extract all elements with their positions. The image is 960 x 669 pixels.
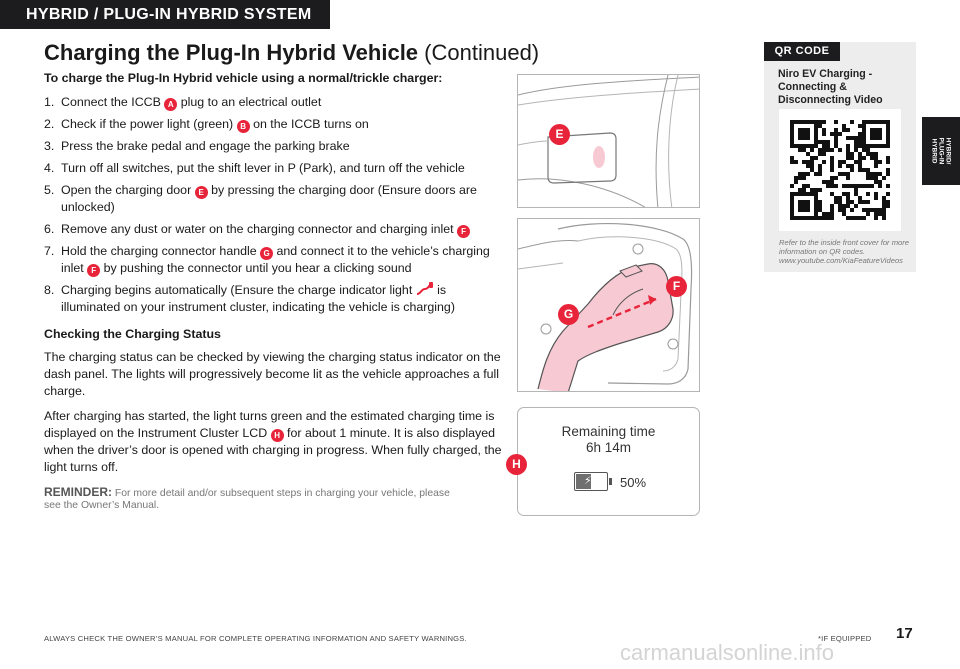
qr-note xyxy=(779,238,911,265)
step-text: Hold the charging connector handle xyxy=(61,244,261,258)
step-text: on the ICCB turns on xyxy=(249,117,369,131)
callout-marker: F xyxy=(87,264,100,277)
watermark: carmanualsonline.info xyxy=(620,640,835,665)
reminder-note xyxy=(44,486,464,512)
step-text: Remove any dust or water on the charging connector and charging inlet xyxy=(61,222,458,236)
intro-text: To charge the Plug-In Hybrid vehicle using a normal/trickle charger: xyxy=(44,71,443,85)
step-text: is illuminated on your instrument cluster, indicating the vehicle is charging) xyxy=(61,283,455,314)
qr-code-label: QR CODE xyxy=(764,42,840,61)
callout-marker: E xyxy=(195,186,208,199)
qr-video-title: Niro EV Charging - Connecting & Disconnecting Video xyxy=(778,68,883,106)
callout-marker: F xyxy=(457,225,470,238)
list-item xyxy=(44,182,504,216)
reminder-label: REMINDER: xyxy=(44,485,112,499)
qr-code-pattern xyxy=(779,109,901,231)
cluster-lcd-display xyxy=(517,407,700,516)
side-tab-label: HYBRID/ PLUG-IN HYBRID xyxy=(930,137,952,165)
charging-connector-illustration xyxy=(517,218,700,392)
main-content xyxy=(44,70,504,512)
footer-if-equipped: *IF EQUIPPED xyxy=(818,634,872,643)
battery-percent: 50% xyxy=(620,475,647,490)
step-text: Charging begins automatically (Ensure the charge indicator light xyxy=(61,283,416,297)
qr-note-url[interactable]: www.youtube.com/KiaFeatureVideos xyxy=(779,256,903,265)
step-number: 4. xyxy=(44,161,55,175)
callout-marker: A xyxy=(164,98,177,111)
callout-marker-h: H xyxy=(506,454,527,475)
side-section-tab xyxy=(922,117,960,185)
section-heading: Checking the Charging Status xyxy=(44,327,221,341)
section-tab: HYBRID / PLUG-IN HYBRID SYSTEM xyxy=(0,0,330,29)
list-item xyxy=(44,160,504,177)
list-item xyxy=(44,243,504,277)
page-title-suffix: (Continued) xyxy=(424,40,540,65)
step-text: by pressing the charging door (Ensure doors are unlocked) xyxy=(61,183,477,214)
paragraph xyxy=(44,408,504,476)
remaining-time-label: Remaining time xyxy=(561,424,656,439)
charge-indicator-icon xyxy=(416,282,434,296)
step-number: 7. xyxy=(44,244,55,258)
paragraph: The charging status can be checked by viewing the charging status indicator on the dash panel. The lights will progressively become lit as the vehicle approaches a full charge. xyxy=(44,350,501,398)
list-item xyxy=(44,94,504,111)
step-number: 2. xyxy=(44,117,55,131)
lightning-bolt-icon: ⚡ xyxy=(584,475,592,487)
charging-connector-drawing xyxy=(518,219,700,392)
step-number: 3. xyxy=(44,139,55,153)
footer-disclaimer: ALWAYS CHECK THE OWNER’S MANUAL FOR COMPLETE OPERATING INFORMATION AND SAFETY WARNINGS. xyxy=(44,634,467,643)
step-text: Turn off all switches, put the shift lever in P (Park), and turn off the vehicle xyxy=(61,161,465,175)
remaining-time-value: 6h 14m xyxy=(585,440,632,455)
step-text: Connect the ICCB xyxy=(61,95,165,109)
list-item xyxy=(44,282,504,316)
page-number: 17 xyxy=(896,625,913,642)
callout-marker: H xyxy=(271,429,284,442)
step-text: and connect it to the vehicle’s charging inlet xyxy=(61,244,490,275)
list-item xyxy=(44,138,504,155)
charging-door-drawing xyxy=(518,75,700,208)
step-number: 1. xyxy=(44,95,55,109)
step-number: 6. xyxy=(44,222,55,236)
paragraph-text: After charging has started, the light turns green and the estimated charging time is displayed on the Instrument Cluster LCD xyxy=(44,409,495,440)
qr-code-image[interactable] xyxy=(779,109,901,231)
callout-marker: B xyxy=(237,120,250,133)
step-text: plug to an electrical outlet xyxy=(177,95,322,109)
step-text: Press the brake pedal and engage the parking brake xyxy=(61,139,350,153)
step-text: Open the charging door xyxy=(61,183,195,197)
battery-terminal xyxy=(609,478,612,485)
page-title-main: Charging the Plug-In Hybrid Vehicle xyxy=(44,40,419,65)
callout-marker-e: E xyxy=(549,124,570,145)
reminder-text: For more detail and/or subsequent steps in charging your vehicle, please see the Owner’s Manual. xyxy=(44,488,450,511)
battery-icon xyxy=(574,472,608,491)
steps-list xyxy=(44,94,504,316)
list-item xyxy=(44,116,504,133)
step-number: 8. xyxy=(44,283,55,297)
page-title xyxy=(44,40,539,66)
charging-door-illustration xyxy=(517,74,700,208)
paragraph-text: for about 1 minute. It is also displayed when the driver’s door is opened with charging in progress. When fully charged, the light turns off. xyxy=(44,426,502,474)
qr-note-text: Refer to the inside front cover for more information on QR codes. xyxy=(779,238,909,256)
list-item xyxy=(44,221,504,238)
callout-marker-g: G xyxy=(558,304,579,325)
step-text: by pushing the connector until you hear a clicking sound xyxy=(100,261,412,275)
step-number: 5. xyxy=(44,183,55,197)
step-text: Check if the power light (green) xyxy=(61,117,237,131)
callout-marker-f: F xyxy=(666,276,687,297)
callout-marker: G xyxy=(260,247,273,260)
